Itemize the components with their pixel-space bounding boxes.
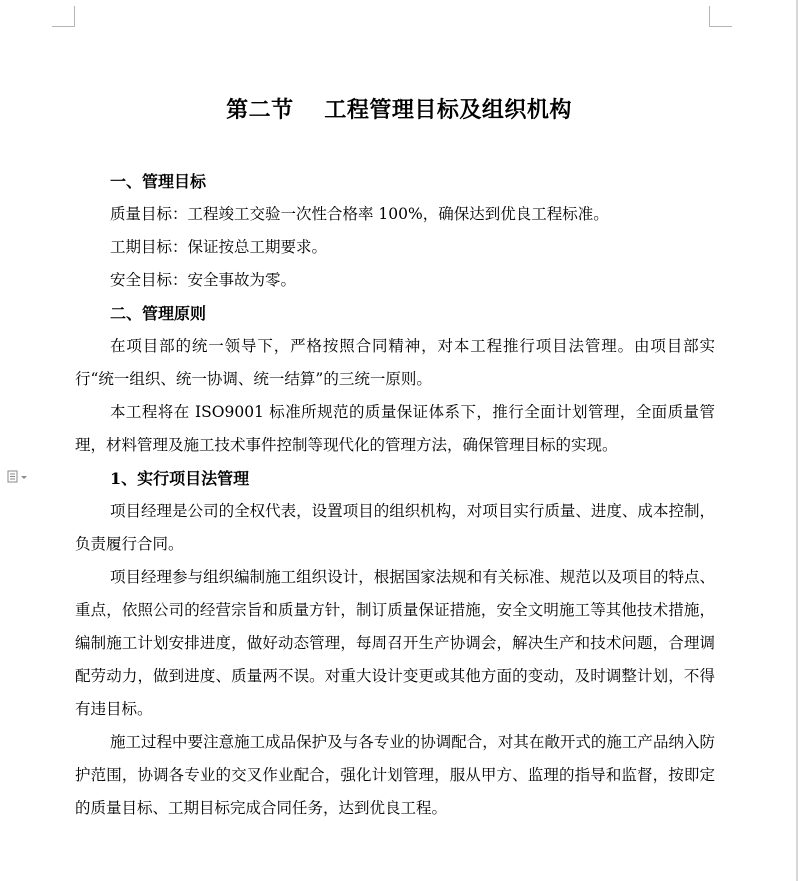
paragraph: 施工过程中要注意施工成品保护及与各专业的协调配合，对其在敞开式的施工产品纳入防护范围，协调各专业的交叉作业配合，强化计划管理，服从甲方、监理的指导和监督，按即定的质量目标、工期目标完成合同任务，达到优良工程。 <box>75 733 715 817</box>
paragraph: 项目经理是公司的全权代表，设置项目的组织机构，对项目实行质量、进度、成本控制，负责履行合同。 <box>75 502 715 553</box>
crop-mark-top-right <box>709 6 732 27</box>
text-line: 工期目标：保证按总工期要求。 <box>110 238 328 256</box>
document-dropdown-icon[interactable] <box>7 469 35 483</box>
paragraph: 本工程将在 ISO9001 标准所规范的质量保证体系下，推行全面计划管理，全面质量管理，材料管理及施工技术事件控制等现代化的管理方法，确保管理目标的实现。 <box>75 403 715 454</box>
section-heading: 1、实行项目法管理 <box>110 469 250 488</box>
text-line: 质量目标：工程竣工交验一次性合格率 100%，确保达到优良工程标准。 <box>110 205 609 223</box>
section-heading: 二、管理原则 <box>110 304 207 323</box>
text-line: 安全目标：安全事故为零。 <box>110 271 297 289</box>
document-body <box>75 165 715 825</box>
section-heading: 一、管理目标 <box>110 172 207 191</box>
page-title: 第二节 工程管理目标及组织机构 <box>226 97 572 123</box>
paragraph: 在项目部的统一领导下，严格按照合同精神，对本工程推行项目法管理。由项目部实行“统一组织、统一协调、统一结算”的三统一原则。 <box>75 337 715 388</box>
paragraph: 项目经理参与组织编制施工组织设计，根据国家法规和有关标准、规范以及项目的特点、重点，依照公司的经营宗旨和质量方针，制订质量保证措施，安全文明施工等其他技术措施，编制施工计划安排进度，做好动态管理，每周召开生产协调会，解决生产和技术问题，合理调配劳动力，做到进度、质量两不误。对重大设计变更或其他方面的变动，及时调整计划，不得有违目标。 <box>75 568 715 718</box>
crop-mark-top-left <box>52 6 75 27</box>
